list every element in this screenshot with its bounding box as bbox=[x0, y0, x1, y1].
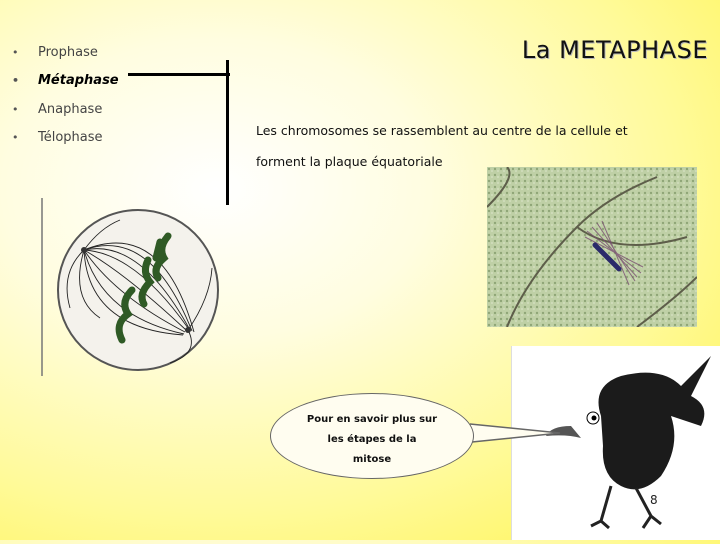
bullet-icon: • bbox=[12, 45, 19, 59]
centrosome-icon bbox=[81, 247, 87, 253]
description-line-1: Les chromosomes se rassemblent au centre de la cellule et bbox=[256, 123, 628, 138]
nav-item-label: Métaphase bbox=[38, 73, 119, 89]
nav-item-label: Anaphase bbox=[38, 101, 103, 117]
crow-icon bbox=[511, 346, 720, 540]
divider-line bbox=[226, 60, 229, 205]
bullet-icon: • bbox=[12, 131, 19, 145]
metaphase-cell-diagram bbox=[40, 198, 224, 376]
active-item-connector bbox=[128, 73, 230, 76]
mitosis-info-bubble[interactable] bbox=[270, 393, 474, 479]
bubble-link-text[interactable]: Pour en savoir plus sur les étapes de la mitose bbox=[306, 414, 438, 465]
nav-item-label: Télophase bbox=[38, 130, 103, 146]
page-title: La METAPHASE bbox=[521, 36, 708, 64]
nav-item-label: Prophase bbox=[38, 44, 98, 60]
bullet-icon: • bbox=[12, 102, 19, 116]
metaphase-micrograph bbox=[487, 167, 697, 327]
crow-illustration-frame bbox=[511, 346, 720, 540]
nav-item-prophase[interactable] bbox=[12, 38, 222, 67]
nav-item-anaphase[interactable] bbox=[12, 95, 222, 124]
page-number: 8 bbox=[650, 493, 658, 507]
phase-nav bbox=[12, 38, 222, 152]
nav-item-metaphase[interactable] bbox=[12, 67, 222, 96]
description-line-2: forment la plaque équatoriale bbox=[256, 154, 443, 169]
nav-item-telophase[interactable] bbox=[12, 124, 222, 153]
bullet-icon: • bbox=[12, 74, 20, 88]
centrosome-icon bbox=[185, 327, 191, 333]
